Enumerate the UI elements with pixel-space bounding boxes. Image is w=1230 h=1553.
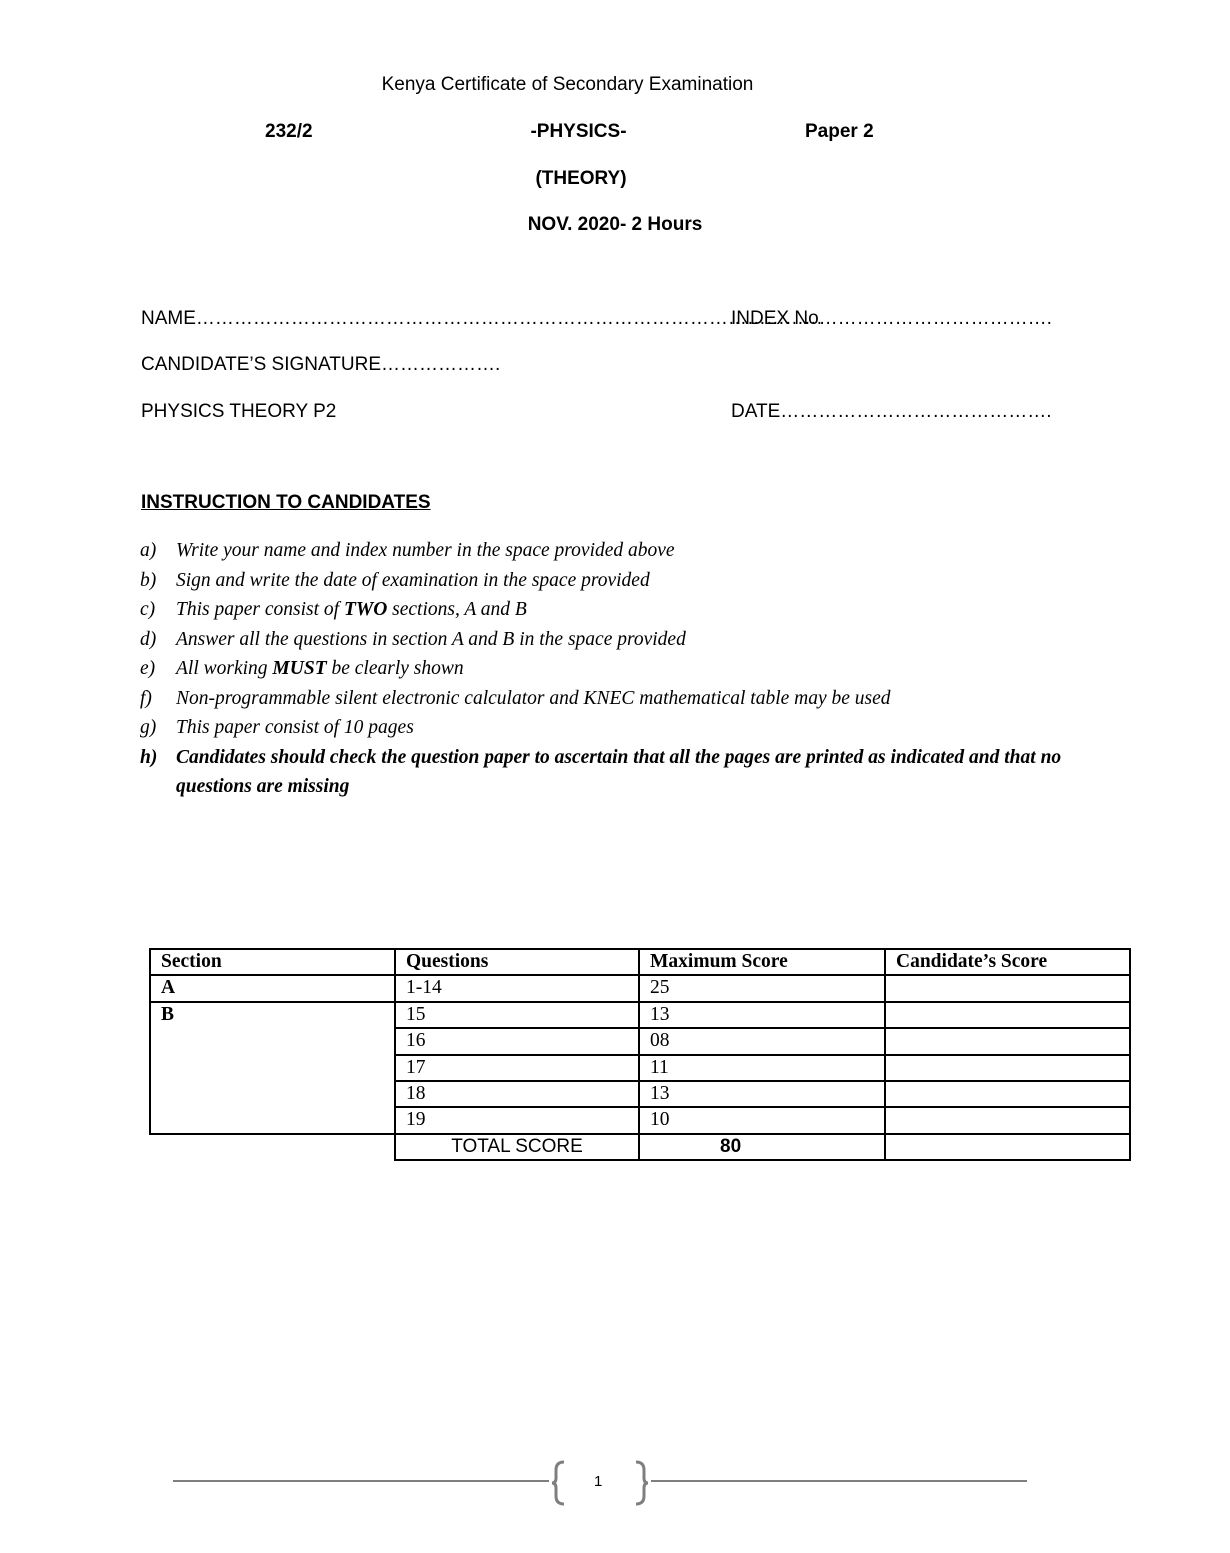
column-header-maximum-score: Maximum Score: [639, 949, 885, 975]
table-row: [150, 1028, 1130, 1054]
column-header-questions: Questions: [395, 949, 639, 975]
questions-cell: 19: [395, 1107, 639, 1133]
section-cell: [150, 1107, 395, 1133]
paper-type: (THEORY): [535, 168, 627, 189]
table-header-row: [150, 949, 1130, 975]
left-brace-icon: [550, 1460, 568, 1506]
instruction-text: Sign and write the date of examination in the space provided: [176, 569, 650, 591]
candidate-score-cell: [885, 1028, 1130, 1054]
score-table: [149, 948, 1131, 1161]
instruction-item: [140, 684, 1100, 714]
candidate-score-cell: [885, 975, 1130, 1001]
instruction-text: Write your name and index number in the space provided above: [176, 540, 675, 561]
instructions-title: INSTRUCTION TO CANDIDATES: [141, 492, 431, 513]
section-cell: [150, 1081, 395, 1107]
candidate-score-cell: [885, 1002, 1130, 1028]
subject-title: -PHYSICS-: [530, 121, 627, 142]
instruction-item: [140, 625, 1100, 655]
table-row: [150, 1081, 1130, 1107]
max-score-cell: 25: [639, 975, 885, 1001]
instruction-item: [140, 713, 1100, 743]
section-cell: [150, 1055, 395, 1081]
table-row: [150, 1002, 1130, 1028]
name-field: NAME………………………………………………………………………………………: [141, 308, 823, 329]
instruction-text: Non-programmable silent electronic calculator and KNEC mathematical table may be used: [176, 687, 891, 709]
empty-cell: [150, 1134, 395, 1160]
instructions-list: [140, 536, 1100, 802]
footer-rule-left: [173, 1480, 549, 1482]
instruction-letter: g): [140, 717, 157, 738]
exam-title: Kenya Certificate of Secondary Examination: [381, 74, 754, 95]
instruction-item: [140, 743, 1100, 802]
column-header-section: Section: [150, 949, 395, 975]
instruction-item: [140, 566, 1100, 596]
instruction-letter: d): [140, 628, 157, 650]
questions-cell: 17: [395, 1055, 639, 1081]
table-row: [150, 1107, 1130, 1133]
max-score-cell: 10: [639, 1107, 885, 1133]
total-score-label: TOTAL SCORE: [395, 1134, 639, 1160]
section-cell: B: [150, 1002, 395, 1028]
paper-number: Paper 2: [805, 121, 874, 142]
questions-cell: 15: [395, 1002, 639, 1028]
questions-cell: 1-14: [395, 975, 639, 1001]
instruction-letter: h): [140, 746, 158, 768]
total-score-value: 80: [639, 1134, 885, 1160]
instruction-letter: f): [140, 687, 152, 709]
candidate-score-cell: [885, 1081, 1130, 1107]
max-score-cell: 08: [639, 1028, 885, 1054]
instruction-text: This paper consist of TWO sections, A and B: [176, 599, 527, 620]
questions-cell: 16: [395, 1028, 639, 1054]
instruction-text: Answer all the questions in section A and B in the space provided: [176, 628, 686, 650]
instruction-item: [140, 654, 1100, 684]
footer-rule-right: [651, 1480, 1027, 1482]
questions-cell: 18: [395, 1081, 639, 1107]
table-row: [150, 975, 1130, 1001]
candidate-score-cell: [885, 1107, 1130, 1133]
index-number-field: INDEX No……………………………….: [731, 308, 1052, 329]
right-brace-icon: [632, 1460, 650, 1506]
column-header-candidate-score: Candidate’s Score: [885, 949, 1130, 975]
table-row: [150, 1055, 1130, 1081]
instruction-item: [140, 595, 1100, 625]
section-cell: [150, 1028, 395, 1054]
total-row: [150, 1134, 1130, 1160]
instruction-text: All working MUST be clearly shown: [176, 658, 464, 679]
instruction-letter: c): [140, 599, 156, 620]
instruction-item: [140, 536, 1100, 566]
instruction-letter: a): [140, 540, 157, 561]
instruction-text: This paper consist of 10 pages: [176, 717, 414, 738]
candidate-score-cell: [885, 1055, 1130, 1081]
exam-date-duration: NOV. 2020- 2 Hours: [527, 214, 703, 235]
max-score-cell: 11: [639, 1055, 885, 1081]
candidate-total-cell: [885, 1134, 1130, 1160]
paper-label: PHYSICS THEORY P2: [141, 401, 337, 422]
date-field: DATE…………………………………….: [731, 401, 1052, 422]
signature-field: CANDIDATE’S SIGNATURE……………….: [141, 354, 501, 375]
section-cell: A: [150, 975, 395, 1001]
instruction-text: Candidates should check the question paper to ascertain that all the pages are printed as indicated and that no questions are missing: [176, 746, 1062, 797]
paper-code: 232/2: [265, 121, 313, 142]
page-number: 1: [594, 1473, 603, 1490]
max-score-cell: 13: [639, 1081, 885, 1107]
instruction-letter: e): [140, 658, 156, 679]
instruction-emphasis: TWO: [343, 599, 388, 620]
max-score-cell: 13: [639, 1002, 885, 1028]
instruction-emphasis: MUST: [272, 658, 327, 679]
instruction-letter: b): [140, 569, 157, 591]
